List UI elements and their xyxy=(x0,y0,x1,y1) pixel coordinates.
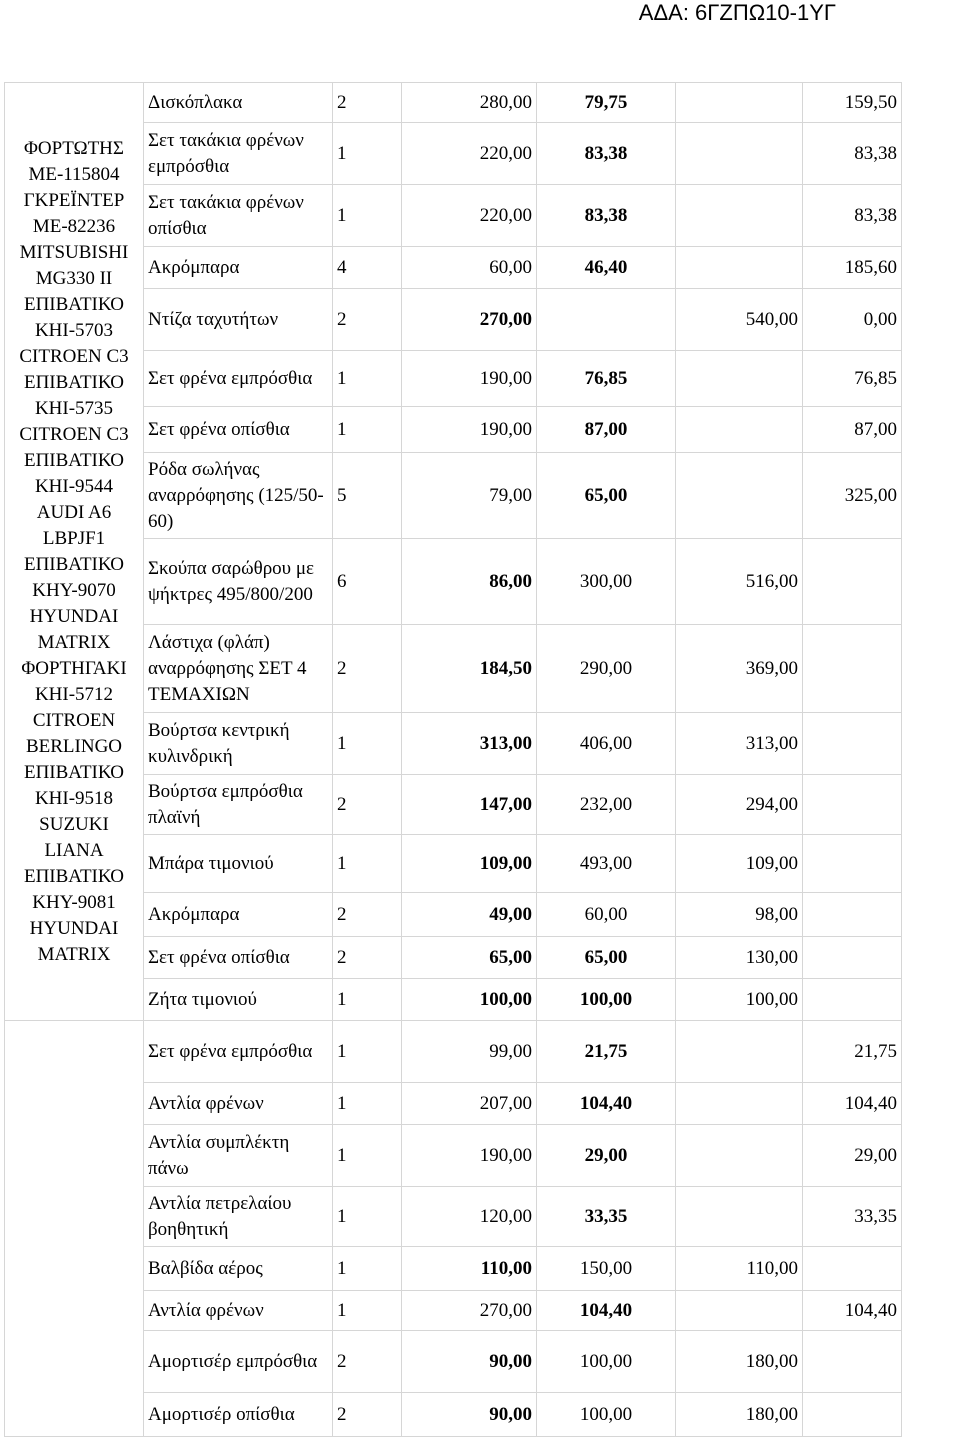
amount-col-5: 294,00 xyxy=(676,775,803,835)
unit-price: 270,00 xyxy=(402,1291,537,1331)
amount-col-6: 83,38 xyxy=(803,123,902,185)
amount-col-4: 83,38 xyxy=(537,185,676,247)
amount-col-5 xyxy=(676,1021,803,1083)
amount-col-6 xyxy=(803,1247,902,1291)
ada-code: ΑΔΑ: 6ΓΖΠΩ10-1ΥΓ xyxy=(638,0,836,25)
quantity: 1 xyxy=(333,713,402,775)
quantity: 1 xyxy=(333,979,402,1021)
amount-col-6 xyxy=(803,713,902,775)
amount-col-6 xyxy=(803,1393,902,1437)
part-description: Βαλβίδα αέρος xyxy=(144,1247,333,1291)
amount-col-4: 100,00 xyxy=(537,979,676,1021)
unit-price: 49,00 xyxy=(402,893,537,937)
part-description: Σετ φρένα εμπρόσθια xyxy=(144,351,333,407)
amount-col-4: 232,00 xyxy=(537,775,676,835)
amount-col-4: 493,00 xyxy=(537,835,676,893)
unit-price: 207,00 xyxy=(402,1083,537,1125)
amount-col-6 xyxy=(803,937,902,979)
amount-col-4: 104,40 xyxy=(537,1291,676,1331)
amount-col-5: 540,00 xyxy=(676,289,803,351)
part-description: Ρόδα σωλήνας αναρρόφησης (125/50-60) xyxy=(144,453,333,539)
amount-col-5: 100,00 xyxy=(676,979,803,1021)
amount-col-5 xyxy=(676,247,803,289)
quantity: 1 xyxy=(333,835,402,893)
unit-price: 60,00 xyxy=(402,247,537,289)
quantity: 1 xyxy=(333,1021,402,1083)
quantity: 2 xyxy=(333,937,402,979)
part-description: Αντλία φρένων xyxy=(144,1291,333,1331)
quantity: 6 xyxy=(333,539,402,625)
parts-table xyxy=(4,82,902,1437)
empty-vehicle-cell xyxy=(5,1021,144,1437)
amount-col-6: 159,50 xyxy=(803,83,902,123)
quantity: 1 xyxy=(333,351,402,407)
amount-col-6: 0,00 xyxy=(803,289,902,351)
amount-col-6: 76,85 xyxy=(803,351,902,407)
quantity: 1 xyxy=(333,1187,402,1247)
amount-col-6: 104,40 xyxy=(803,1083,902,1125)
quantity: 5 xyxy=(333,453,402,539)
amount-col-6: 104,40 xyxy=(803,1291,902,1331)
quantity: 1 xyxy=(333,1291,402,1331)
part-description: Ακρόμπαρα xyxy=(144,893,333,937)
amount-col-5 xyxy=(676,351,803,407)
quantity: 1 xyxy=(333,185,402,247)
unit-price: 100,00 xyxy=(402,979,537,1021)
amount-col-6: 83,38 xyxy=(803,185,902,247)
amount-col-5: 516,00 xyxy=(676,539,803,625)
quantity: 2 xyxy=(333,625,402,713)
part-description: Σετ τακάκια φρένων οπίσθια xyxy=(144,185,333,247)
part-description: Μπάρα τιμονιού xyxy=(144,835,333,893)
amount-col-4: 76,85 xyxy=(537,351,676,407)
amount-col-5 xyxy=(676,1187,803,1247)
part-description: Αντλία πετρελαίου βοηθητική xyxy=(144,1187,333,1247)
amount-col-5 xyxy=(676,453,803,539)
quantity: 2 xyxy=(333,1393,402,1437)
table-row xyxy=(5,83,902,123)
amount-col-4: 65,00 xyxy=(537,937,676,979)
part-description: Σετ φρένα οπίσθια xyxy=(144,407,333,453)
quantity: 2 xyxy=(333,83,402,123)
amount-col-6 xyxy=(803,539,902,625)
amount-col-6: 21,75 xyxy=(803,1021,902,1083)
quantity: 1 xyxy=(333,1125,402,1187)
quantity: 2 xyxy=(333,893,402,937)
unit-price: 90,00 xyxy=(402,1393,537,1437)
unit-price: 190,00 xyxy=(402,1125,537,1187)
amount-col-4: 406,00 xyxy=(537,713,676,775)
amount-col-4: 79,75 xyxy=(537,83,676,123)
quantity: 4 xyxy=(333,247,402,289)
amount-col-5: 98,00 xyxy=(676,893,803,937)
unit-price: 109,00 xyxy=(402,835,537,893)
amount-col-6 xyxy=(803,1331,902,1393)
amount-col-4: 46,40 xyxy=(537,247,676,289)
quantity: 1 xyxy=(333,123,402,185)
unit-price: 86,00 xyxy=(402,539,537,625)
unit-price: 90,00 xyxy=(402,1331,537,1393)
part-description: Ακρόμπαρα xyxy=(144,247,333,289)
amount-col-6 xyxy=(803,893,902,937)
amount-col-5: 180,00 xyxy=(676,1393,803,1437)
unit-price: 99,00 xyxy=(402,1021,537,1083)
amount-col-4: 290,00 xyxy=(537,625,676,713)
amount-col-6: 87,00 xyxy=(803,407,902,453)
part-description: Αμορτισέρ εμπρόσθια xyxy=(144,1331,333,1393)
amount-col-4: 83,38 xyxy=(537,123,676,185)
amount-col-4: 21,75 xyxy=(537,1021,676,1083)
table-row xyxy=(5,1021,902,1083)
vehicles-cell: ΦΟΡΤΩΤΗΣ ΜΕ-115804 ΓΚΡΕΪΝΤΕΡ ΜΕ-82236 MITSUBISHI MG330 II ΕΠΙΒΑΤΙΚΟ ΚΗΙ-5703 CITROEN C3 ΕΠΙΒΑΤΙΚΟ ΚΗΙ-5735 CITROEN C3 ΕΠΙΒΑΤΙΚΟ ΚΗΙ-9544 AUDI A6 LBPJF1 ΕΠΙΒΑΤΙΚΟ ΚΗΥ-9070 HYUNDAI MATRIX ΦΟΡΤΗΓΑΚΙ ΚΗΙ-5712 CITROEN BERLINGO ΕΠΙΒΑΤΙΚΟ ΚΗΙ-9518 SUZUKI LIANA ΕΠΙΒΑΤΙΚΟ ΚΗΥ-9081 HYUNDAI MATRIX xyxy=(5,83,144,1021)
quantity: 1 xyxy=(333,1247,402,1291)
amount-col-5 xyxy=(676,123,803,185)
part-description: Λάστιχα (φλάπ) αναρρόφησης ΣΕΤ 4 ΤΕΜΑΧΙΩΝ xyxy=(144,625,333,713)
part-description: Ντίζα ταχυτήτων xyxy=(144,289,333,351)
amount-col-4: 100,00 xyxy=(537,1393,676,1437)
part-description: Αντλία φρένων xyxy=(144,1083,333,1125)
amount-col-6 xyxy=(803,979,902,1021)
amount-col-4: 100,00 xyxy=(537,1331,676,1393)
amount-col-5: 369,00 xyxy=(676,625,803,713)
part-description: Σετ τακάκια φρένων εμπρόσθια xyxy=(144,123,333,185)
amount-col-5 xyxy=(676,1083,803,1125)
amount-col-4: 33,35 xyxy=(537,1187,676,1247)
amount-col-5: 180,00 xyxy=(676,1331,803,1393)
unit-price: 220,00 xyxy=(402,123,537,185)
part-description: Ζήτα τιμονιού xyxy=(144,979,333,1021)
amount-col-6: 29,00 xyxy=(803,1125,902,1187)
unit-price: 120,00 xyxy=(402,1187,537,1247)
amount-col-6 xyxy=(803,625,902,713)
quantity: 2 xyxy=(333,289,402,351)
amount-col-5: 109,00 xyxy=(676,835,803,893)
part-description: Βούρτσα εμπρόσθια πλαϊνή xyxy=(144,775,333,835)
part-description: Σκούπα σαρώθρου με ψήκτρες 495/800/200 xyxy=(144,539,333,625)
part-description: Αμορτισέρ οπίσθια xyxy=(144,1393,333,1437)
unit-price: 190,00 xyxy=(402,351,537,407)
amount-col-4: 104,40 xyxy=(537,1083,676,1125)
unit-price: 190,00 xyxy=(402,407,537,453)
unit-price: 147,00 xyxy=(402,775,537,835)
unit-price: 270,00 xyxy=(402,289,537,351)
amount-col-6 xyxy=(803,775,902,835)
amount-col-5: 313,00 xyxy=(676,713,803,775)
amount-col-6: 33,35 xyxy=(803,1187,902,1247)
amount-col-4: 60,00 xyxy=(537,893,676,937)
amount-col-4: 87,00 xyxy=(537,407,676,453)
amount-col-4: 29,00 xyxy=(537,1125,676,1187)
unit-price: 79,00 xyxy=(402,453,537,539)
amount-col-6: 185,60 xyxy=(803,247,902,289)
unit-price: 313,00 xyxy=(402,713,537,775)
unit-price: 110,00 xyxy=(402,1247,537,1291)
amount-col-4: 300,00 xyxy=(537,539,676,625)
quantity: 1 xyxy=(333,1083,402,1125)
unit-price: 65,00 xyxy=(402,937,537,979)
amount-col-5 xyxy=(676,185,803,247)
part-description: Δισκόπλακα xyxy=(144,83,333,123)
quantity: 2 xyxy=(333,1331,402,1393)
parts-table-body xyxy=(5,83,902,1437)
part-description: Σετ φρένα εμπρόσθια xyxy=(144,1021,333,1083)
amount-col-5: 110,00 xyxy=(676,1247,803,1291)
unit-price: 184,50 xyxy=(402,625,537,713)
amount-col-5 xyxy=(676,1291,803,1331)
amount-col-6: 325,00 xyxy=(803,453,902,539)
amount-col-6 xyxy=(803,835,902,893)
part-description: Βούρτσα κεντρική κυλινδρική xyxy=(144,713,333,775)
unit-price: 220,00 xyxy=(402,185,537,247)
part-description: Αντλία συμπλέκτη πάνω xyxy=(144,1125,333,1187)
amount-col-5: 130,00 xyxy=(676,937,803,979)
unit-price: 280,00 xyxy=(402,83,537,123)
quantity: 1 xyxy=(333,407,402,453)
amount-col-4: 150,00 xyxy=(537,1247,676,1291)
amount-col-4: 65,00 xyxy=(537,453,676,539)
part-description: Σετ φρένα οπίσθια xyxy=(144,937,333,979)
amount-col-5 xyxy=(676,1125,803,1187)
quantity: 2 xyxy=(333,775,402,835)
amount-col-4 xyxy=(537,289,676,351)
amount-col-5 xyxy=(676,83,803,123)
amount-col-5 xyxy=(676,407,803,453)
